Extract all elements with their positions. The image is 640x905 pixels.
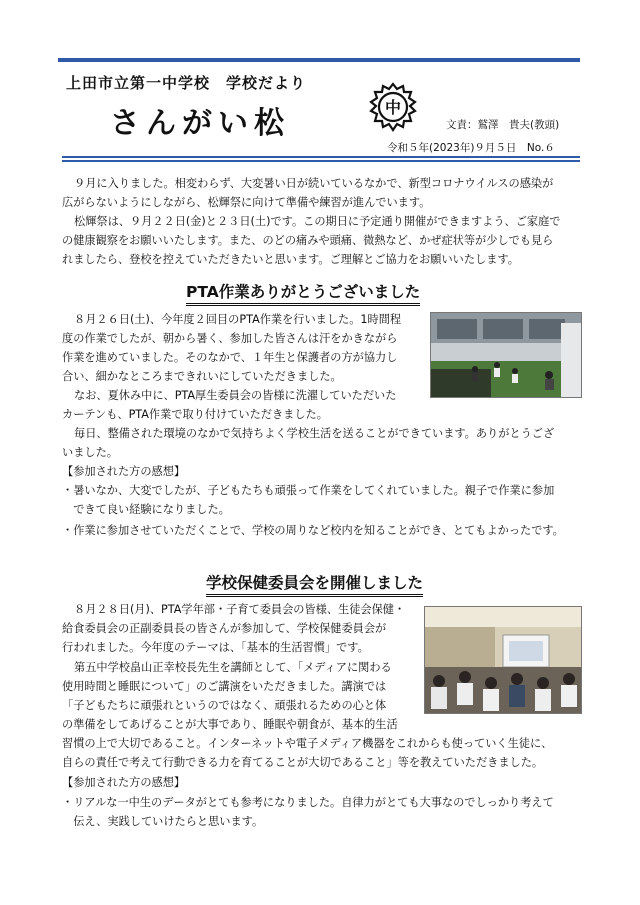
header-top-rule bbox=[58, 58, 580, 62]
school-name: 上田市立第一中学校 学校だより bbox=[66, 74, 307, 92]
intro-line: 松輝祭は、９月２２日(金)と２３日(土)です。この期日に予定通り開催ができますよう、ご家庭で bbox=[74, 215, 561, 228]
pta-line: 合い、細かなところまできれいにしていただきました。 bbox=[62, 370, 342, 383]
health-line: 第五中学校畠山正幸校長先生を講師として、「メディアに関わる bbox=[74, 661, 392, 674]
impression-item: ・作業に参加させていただくことで、学校の周りなど校内を知ることができ、とてもよかったです。 bbox=[62, 524, 564, 537]
section-heading-health: 学校保健委員会を開催しました bbox=[206, 571, 423, 597]
pta-work-photo bbox=[430, 312, 582, 398]
intro-line: の健康観察をお願いいたします。また、のどの痛みや頭痛、微熱など、かぜ症状等が少しでも見ら bbox=[62, 234, 554, 247]
editor-credit: 文責：鷲澤 貴夫(教頭) bbox=[446, 119, 560, 131]
header-bottom-rule bbox=[62, 156, 580, 162]
intro-line: ９月に入りました。相変わらず、大変暑い日が続いているなかで、新型コロナウイルスの感染が bbox=[74, 177, 554, 190]
issue-info: 令和５年(2023年)９月５日 No.６ bbox=[387, 142, 555, 154]
health-line: ８月２８日(月)、PTA学年部・子育て委員会の皆様、生徒会保健・ bbox=[74, 603, 406, 616]
pta-line: ８月２６日(土)、今年度２回目のPTA作業を行いました。1時間程 bbox=[74, 313, 402, 326]
pta-line: 度の作業でしたが、朝から暑く、参加した皆さんは汗をかきながら bbox=[62, 332, 398, 345]
health-line: 「子どもたちに頑張れというのではなく、頑張れるための心と体 bbox=[62, 699, 387, 712]
intro-line: れましたら、登校を控えていただきたいと思います。ご理解とご協力をお願いいたします。 bbox=[62, 253, 519, 266]
school-emblem-icon bbox=[366, 80, 420, 134]
intro-line: 広がらないようにしながら、松輝祭に向けて準備や練習が進んでいます。 bbox=[62, 196, 431, 209]
impressions-title: 【参加された方の感想】 bbox=[62, 776, 186, 789]
pta-line: なお、夏休み中に、PTA厚生委員会の皆様に洗濯していただいた bbox=[74, 389, 397, 402]
health-line: 自らの責任で考えて行動できる力を育てることが大切であること」等を教えていただきました。 bbox=[62, 756, 544, 769]
health-line: の準備をしてあげることが大事であり、睡眠や朝食が、基本的生活 bbox=[62, 718, 398, 731]
pta-line: 作業を進めていました。そのなかで、１年生と保護者の方が協力し bbox=[62, 351, 398, 364]
health-committee-photo bbox=[424, 606, 582, 714]
health-line: 使用時間と睡眠について」のご講演をいただきました。講演では bbox=[62, 680, 387, 693]
impression-item: できて良い経験になりました。 bbox=[62, 503, 230, 516]
pta-line: カーテンも、PTA作業で取り付けていただきました。 bbox=[62, 408, 328, 421]
section-heading-pta: PTA作業ありがとうございました bbox=[186, 280, 420, 306]
emblem-character: 中 bbox=[384, 98, 402, 117]
health-line: 給食委員会の正副委員長の皆さんが参加して、学校保健委員会が bbox=[62, 622, 387, 635]
pta-line: いました。 bbox=[62, 446, 118, 459]
health-line: 習慣の上で大切であること。インターネットや電子メディア機器をこれからも使っていく生徒に、 bbox=[62, 737, 553, 750]
impression-item: 伝え、実践していけたらと思います。 bbox=[62, 815, 264, 828]
newsletter-title: さんがい松 bbox=[110, 106, 290, 141]
health-line: 行われました。今年度のテーマは、「基本的生活習慣」です。 bbox=[62, 641, 369, 654]
impressions-title: 【参加された方の感想】 bbox=[62, 465, 186, 478]
impression-item: ・リアルな一中生のデータがとても参考になりました。自律力がとても大事なのでしっかり考えて bbox=[62, 796, 554, 809]
pta-line: 毎日、整備された環境のなかで気持ちよく学校生活を送ることができています。ありがとうござ bbox=[74, 427, 555, 440]
impression-item: ・暑いなか、大変でしたが、子どもたちも頑張って作業をしてくれていました。親子で作業に参加 bbox=[62, 484, 555, 497]
